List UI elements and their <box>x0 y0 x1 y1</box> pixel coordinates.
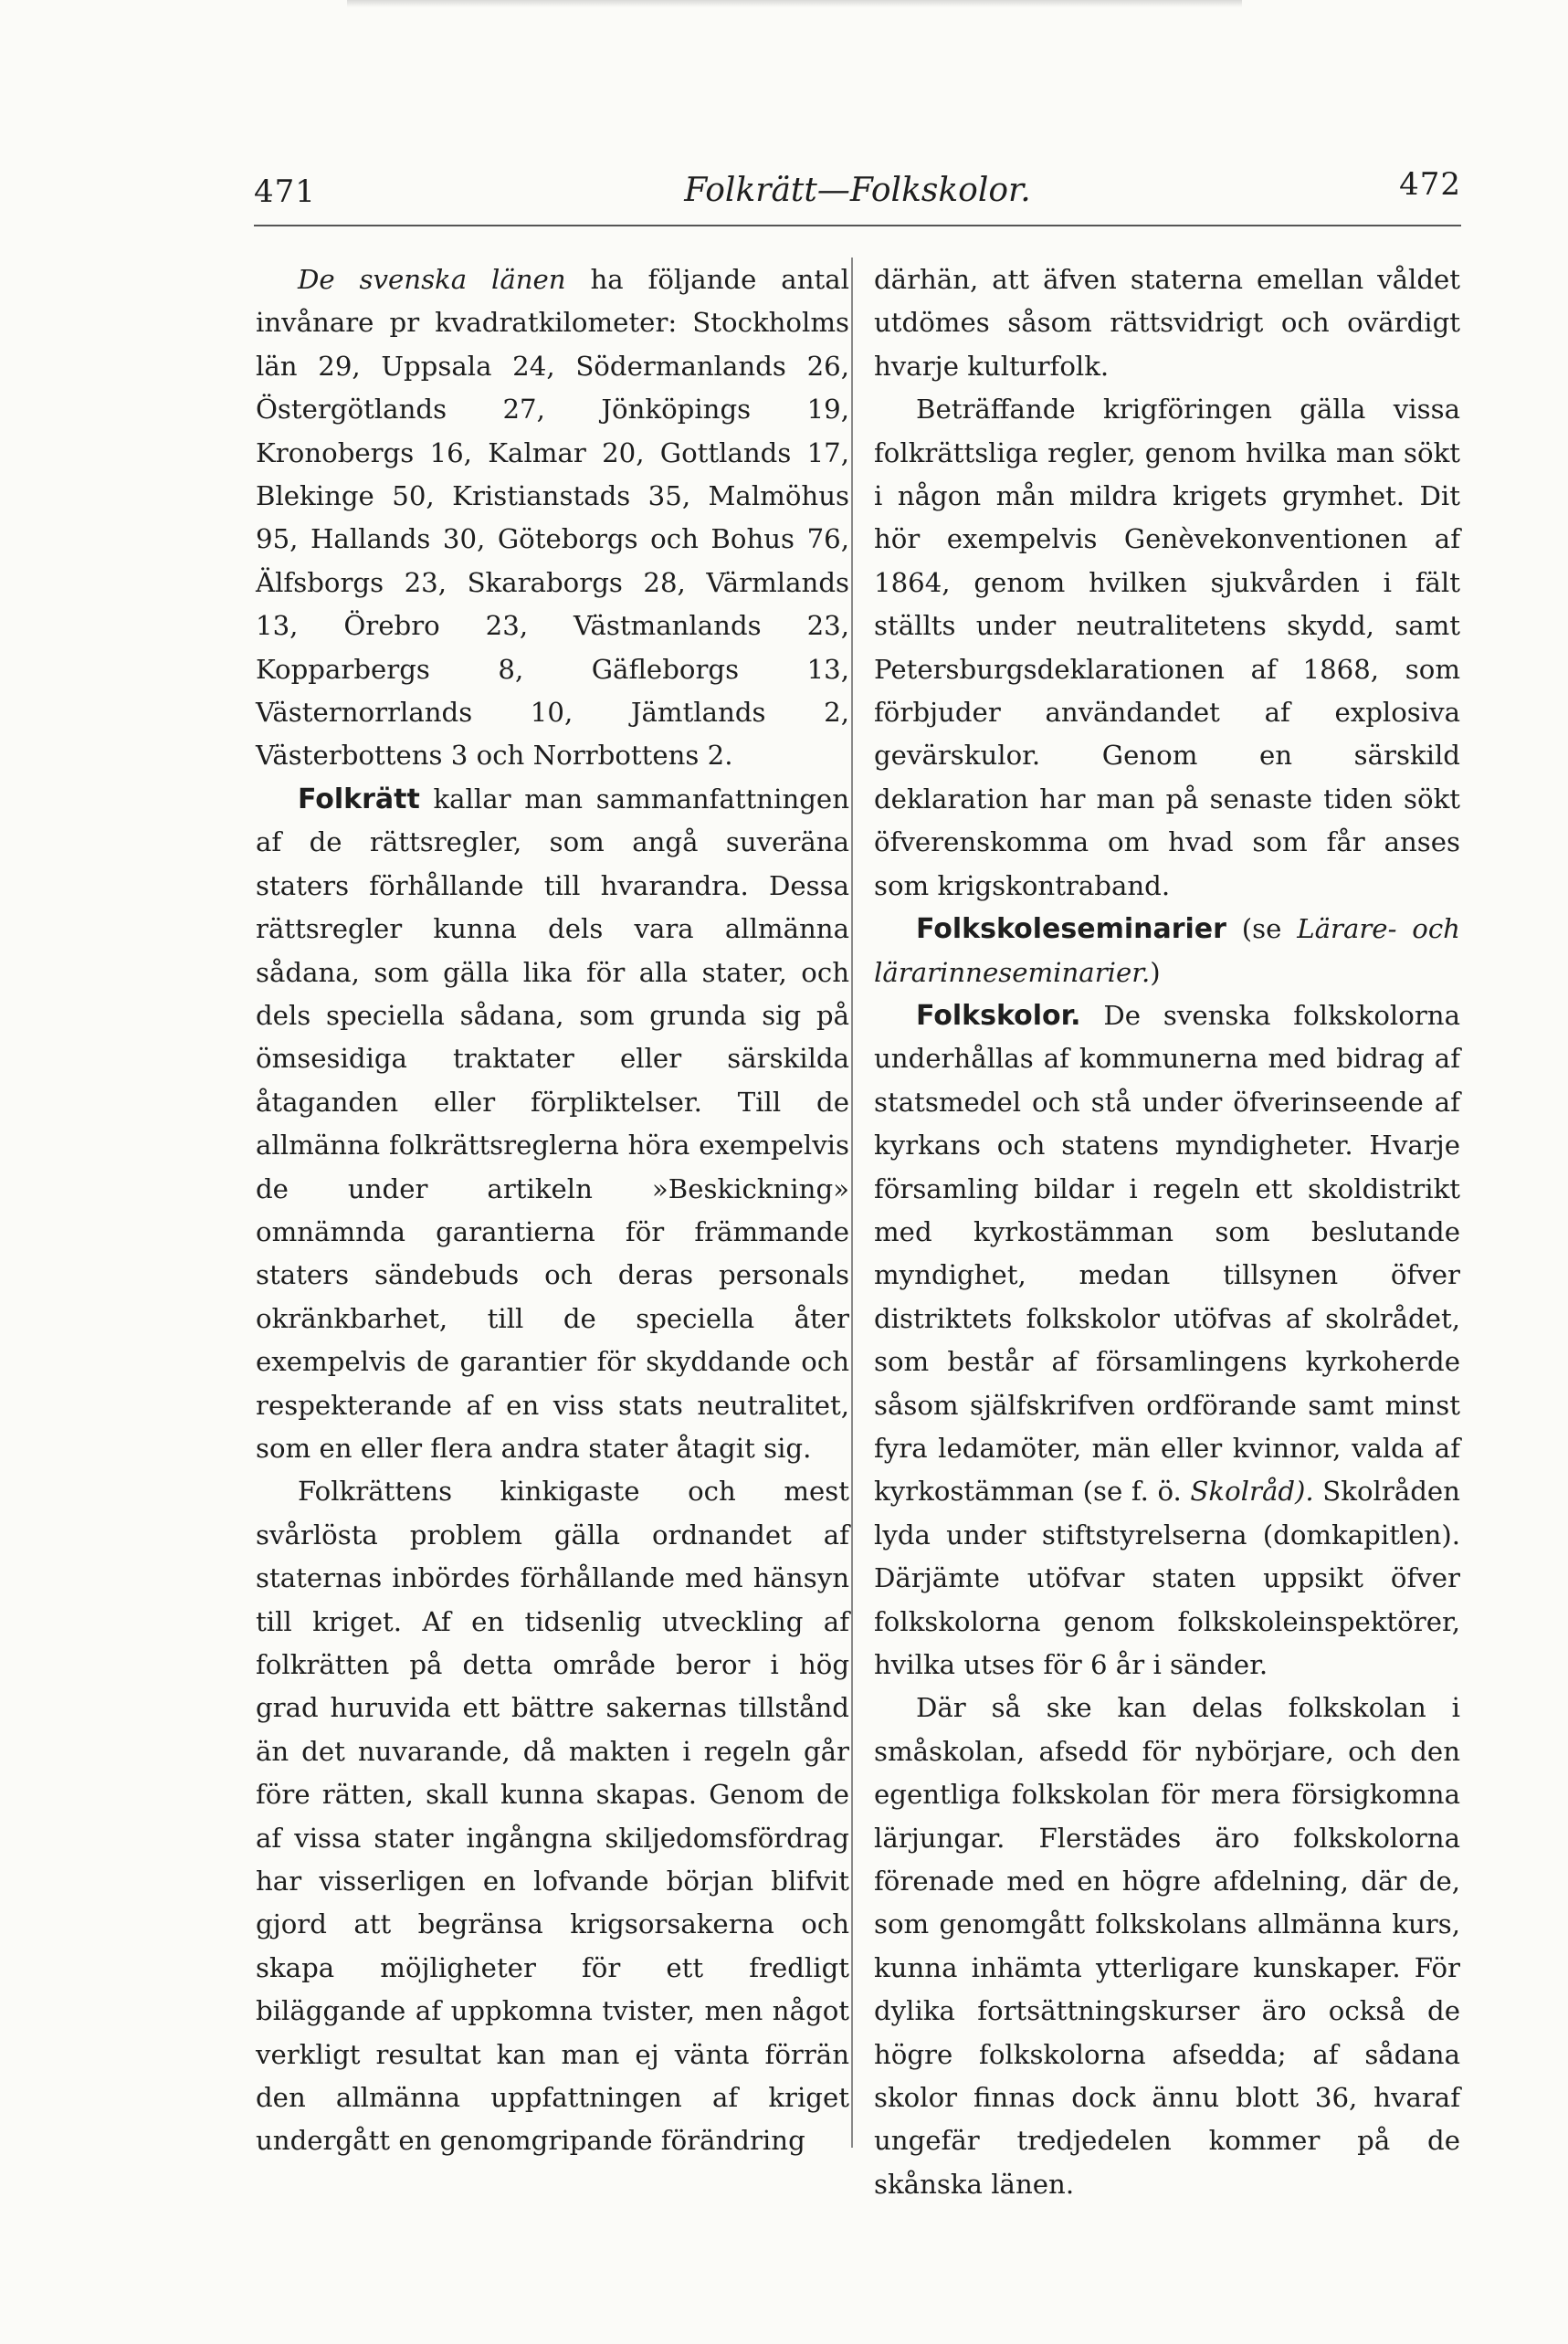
entry-folkratt <box>256 778 849 1471</box>
cross-reference: Skolråd). <box>1190 1476 1314 1508</box>
paragraph-text: kallar man sammanfattningen af de rättsregler, som angå suveräna staters förhållande till hvarandra. Dessa rättsregler kunna dels vara allmänna sådana, som gälla lika för alla stater, och dels speciella sådana, som grunda sig på ömsesidiga traktater eller särskilda åtaganden eller förpliktelser. Till de allmänna folkrättsreglerna höra exempelvis de under artikeln »Beskickning» omnämnda garantierna för främmande staters sändebuds och deras personals okränkbarhet, till de speciella åter exempelvis de garantier för skyddande och respekterande af en viss stats neutralitet, som en eller flera andra stater åtagit sig. <box>256 783 849 1464</box>
paragraph-text: därhän, att äfven staterna emellan våldet utdömes såsom rättsvidrigt och ovärdigt hvarje kulturfolk. <box>874 264 1460 382</box>
scan-edge-shadow <box>347 0 1242 7</box>
entry-headword: Folkskolor. <box>916 999 1081 1032</box>
paragraph-text: Folkrättens kinkigaste och mest svårlösta problem gälla ordnandet af staternas inbördes förhållande med hänsyn till kriget. Af en tidsenlig utveckling af folkrätten på detta område beror i hög grad huruvida ett bättre sakernas tillstånd än det nuvarande, då makten i regeln går före rätten, skall kunna skapas. Genom de af vissa stater ingångna skiljedomsfördrag har visserligen en lofvande början blifvit gjord att begränsa krigsorsakerna och skapa möjligheter för ett fredligt biläggande af uppkomna tvister, men något verkligt resultat kan man ej vänta förrän den allmänna uppfattningen af kriget undergått en genomgripande förändring <box>256 1476 849 2157</box>
paragraph-text: ) <box>1150 956 1161 988</box>
left-column <box>256 258 849 2163</box>
paragraph-warfare-rules <box>874 388 1460 908</box>
paragraph-continuation <box>874 258 1460 388</box>
paragraph-text: Skolråden lyda under stiftstyrelserna (domkapitlen). Därjämte utöfvar staten uppsikt öfver folkskolorna genom folkskoleinspektörer, hvilka utses för 6 år i sänder. <box>874 1476 1460 1680</box>
right-column <box>874 258 1460 2206</box>
paragraph-lan-density <box>256 258 849 778</box>
paragraph-text: De svenska folkskolorna underhållas af kommunerna med bidrag af statsmedel och stå under öfverinseende af kyrkans och statens myndigheter. Hvarje församling bildar i regeln ett skoldistrikt med kyrkostämman som beslutande myndighet, medan tillsynen öfver distriktets folkskolor utöfvas af skolrådet, som består af församlingens kyrkoherde såsom själfskrifven ordförande samt minst fyra ledamöter, män eller kvinnor, valda af kyrkostämman (se f. ö. <box>874 999 1460 1508</box>
page-header <box>254 166 1461 212</box>
entry-folkskolor <box>874 994 1460 1687</box>
entry-headword: Folkrätt <box>298 783 420 815</box>
page-number-left: 471 <box>254 173 316 210</box>
paragraph-war-problems <box>256 1470 849 2163</box>
running-title: Folkrätt—Folkskolor. <box>684 172 1031 209</box>
page-number-right: 472 <box>1399 166 1461 203</box>
paragraph-text: Där så ske kan delas folkskolan i småskolan, afsedd för nybörjare, och den egentliga folkskolan för mera försigkomna lärjungar. Flerstädes äro folkskolorna förenade med en högre afdelning, där de, som genomgått folkskolans allmänna kurs, kunna inhämta ytterligare kunskaper. För dylika fortsättningskurser äro också de högre folkskolorna afsedda; af sådana skolor finnas dock ännu blott 36, hvaraf ungefär tredjedelen kommer på de skånska länen. <box>874 1692 1460 2200</box>
paragraph-school-levels <box>874 1687 1460 2206</box>
paragraph-text: ha följande antal invånare pr kvadratkilometer: Stockholms län 29, Uppsala 24, Södermanlands 26, Östergötlands 27, Jönköpings 19, Kronobergs 16, Kalmar 20, Gottlands 17, Blekinge 50, Kristianstads 35, Malmöhus 95, Hallands 30, Göteborgs och Bohus 76, Älfsborgs 23, Skaraborgs 28, Värmlands 13, Örebro 23, Västmanlands 23, Kopparbergs 8, Gäfleborgs 13, Västernorrlands 10, Jämtlands 2, Västerbottens 3 och Norrbottens 2. <box>256 264 849 772</box>
paragraph-text: Beträffande krigföringen gälla vissa folkrättsliga regler, genom hvilka man sökt i någon mån mildra krigets grymhet. Dit hör exempelvis Genèvekonventionen af 1864, genom hvilken sjukvården i fält ställts under neutralitetens skydd, samt Petersburgsdeklarationen af 1868, som förbjuder användandet af explosiva gevärskulor. Genom en särskild deklaration har man på senaste tiden sökt öfverenskomma om hvad som får anses som krigskontraband. <box>874 394 1460 901</box>
paragraph-text: (se <box>1226 913 1298 945</box>
header-rule <box>254 225 1461 226</box>
entry-folkskoleseminarier <box>874 908 1460 994</box>
column-divider <box>851 258 853 2148</box>
cross-reference: Lärare- och lärarinneseminarier. <box>874 913 1460 988</box>
entry-headword: Folkskoleseminarier <box>916 913 1226 946</box>
lead-term: De svenska länen <box>298 264 566 295</box>
